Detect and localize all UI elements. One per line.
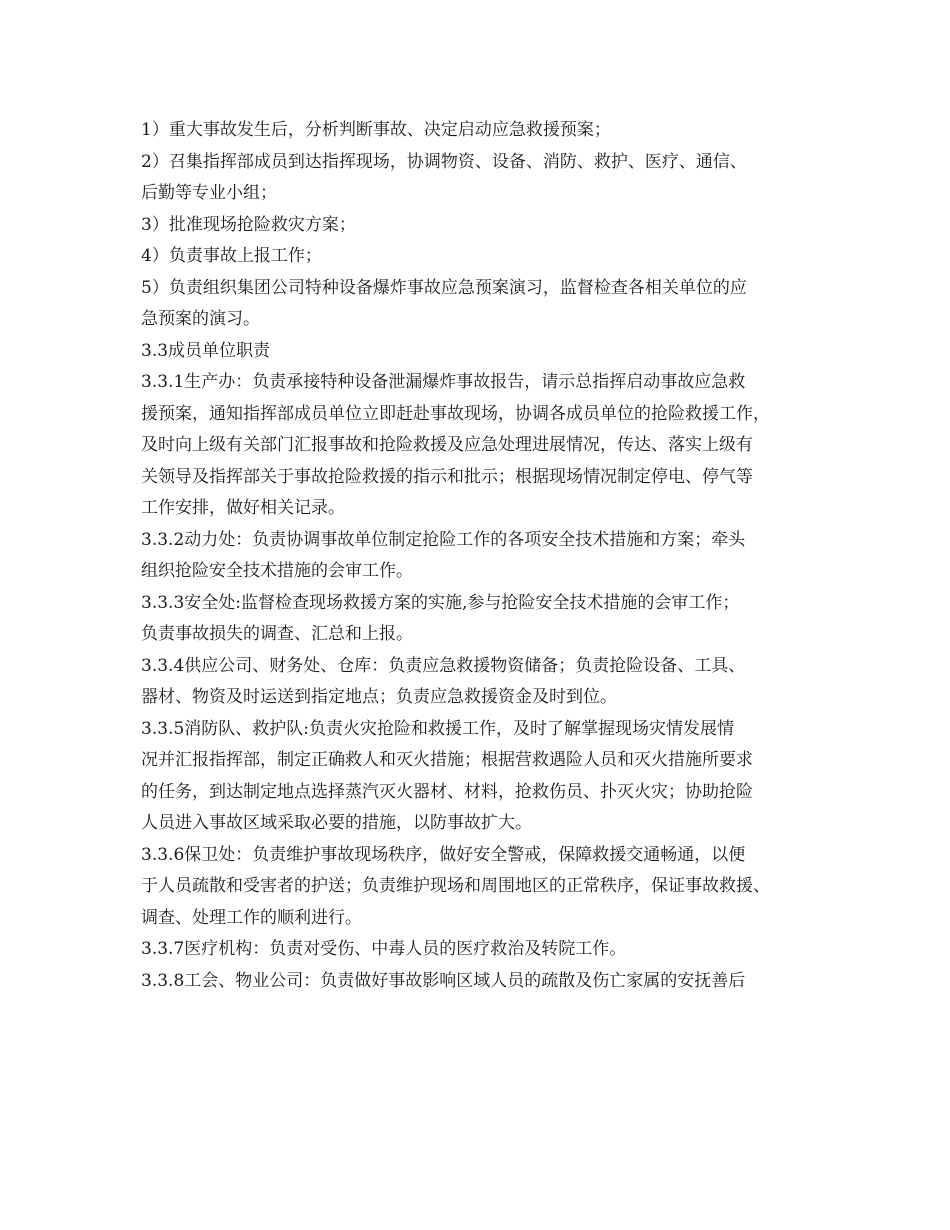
- text-line: 3.3.7医疗机构：负责对受伤、中毒人员的医疗救治及转院工作。: [141, 939, 627, 959]
- text-line: 的任务，到达制定地点选择蒸汽灭火器材、材料，抢救伤员、扑灭火灾；协助抢险: [141, 781, 753, 802]
- text-line: 3.3.3安全处:监督检查现场救援方案的实施,参与抢险安全技术措施的会审工作；: [141, 592, 740, 613]
- document-body: [141, 115, 811, 997]
- text-line: 关领导及指挥部关于事故抢险救援的指示和批示；根据现场情况制定停电、停气等: [141, 466, 753, 487]
- text-line: 于人员疏散和受害者的护送；负责维护现场和周围地区的正常秩序，保证事故救援、: [141, 876, 770, 896]
- text-line: 负责事故损失的调查、汇总和上报。: [141, 624, 413, 644]
- text-line: 1）重大事故发生后，分析判断事故、决定启动应急救援预案；: [141, 120, 611, 140]
- text-line: 5）负责组织集团公司特种设备爆炸事故应急预案演习，监督检查各相关单位的应: [141, 277, 747, 298]
- text-line: 组织抢险安全技术措施的会审工作。: [141, 561, 413, 581]
- text-line: 调查、处理工作的顺利进行。: [141, 907, 362, 928]
- text-line: 人员进入事故区域采取必要的措施，以防事故扩大。: [141, 813, 532, 833]
- text-line: 3.3.6保卫处：负责维护事故现场秩序，做好安全警戒，保障救援交通畅通，以便: [141, 844, 746, 865]
- text-line: 3）批准现场抢险救灾方案；: [141, 214, 356, 235]
- text-line: 3.3.1生产办：负责承接特种设备泄漏爆炸事故报告，请示总指挥启动事故应急救: [141, 372, 746, 392]
- text-line: 2）召集指挥部成员到达指挥现场，协调物资、设备、消防、救护、医疗、通信、: [141, 151, 747, 172]
- text-line: 援预案，通知指挥部成员单位立即赶赴事故现场，协调各成员单位的抢险救援工作，: [141, 403, 770, 424]
- text-line: 急预案的演习。: [141, 309, 260, 329]
- section-heading: 3.3成员单位职责: [141, 340, 271, 361]
- text-line: 3.3.2动力处：负责协调事故单位制定抢险工作的各项安全技术措施和方案；牵头: [141, 529, 746, 550]
- text-line: 器材、物资及时运送到指定地点；负责应急救援资金及时到位。: [141, 687, 617, 707]
- text-line: 3.3.5消防队、救护队:负责火灾抢险和救援工作，及时了解掌握现场灾情发展情: [141, 718, 734, 739]
- text-line: 工作安排，做好相关记录。: [141, 498, 345, 518]
- text-line: 4）负责事故上报工作；: [141, 246, 322, 266]
- text-line: 3.3.4供应公司、财务处、仓库：负责应急救援物资储备；负责抢险设备、工具、: [141, 655, 746, 676]
- text-line: 及时向上级有关部门汇报事故和抢险救援及应急处理进展情况，传达、落实上级有: [141, 435, 753, 455]
- text-line: 后勤等专业小组；: [141, 183, 277, 203]
- text-line: 况并汇报指挥部，制定正确救人和灭火措施；根据营救遇险人员和灭火措施所要求: [141, 750, 753, 770]
- text-line: 3.3.8工会、物业公司：负责做好事故影响区域人员的疏散及伤亡家属的安抚善后: [141, 970, 746, 991]
